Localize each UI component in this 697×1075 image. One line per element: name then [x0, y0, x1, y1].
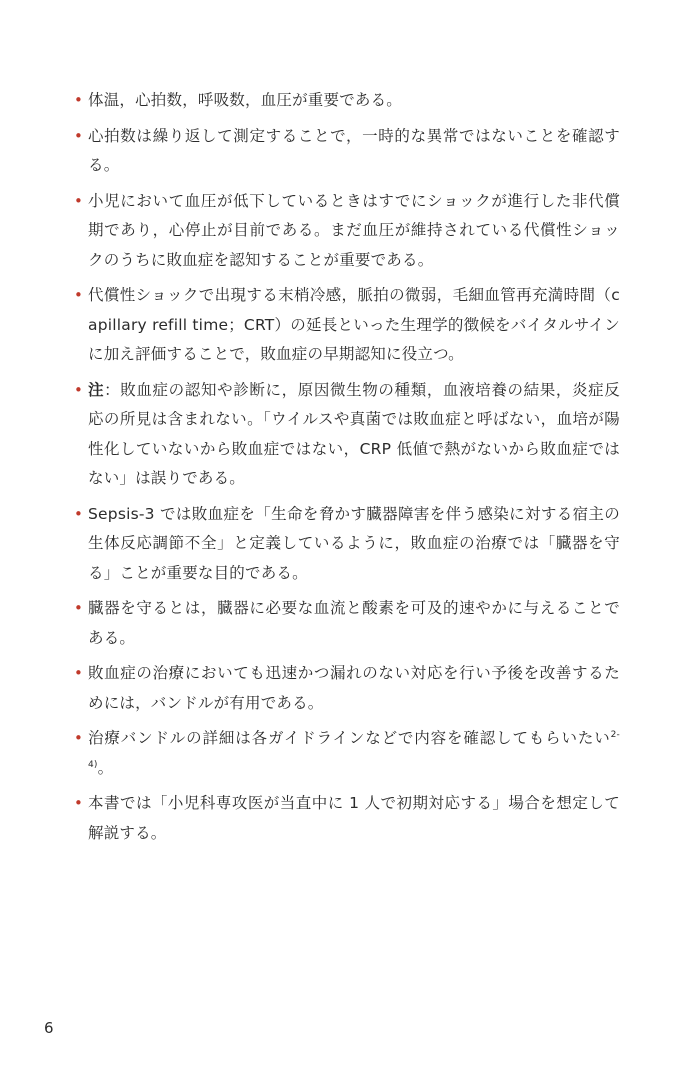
list-item-note [72, 376, 620, 494]
list-item [72, 187, 620, 276]
list-item [72, 659, 620, 718]
list-item-text: Sepsis-3 では敗血症を「生命を脅かす臓器障害を伴う感染に対する宿主の生体反応調節不全」と定義しているように，敗血症の治療では「臓器を守る」ことが重要な目的である。 [88, 504, 620, 582]
list-item-tail: 。 [97, 758, 114, 777]
bullet-dot-icon: • [74, 729, 84, 747]
bullet-dot-icon: • [74, 91, 84, 109]
bullet-list [72, 86, 620, 854]
bullet-dot-icon: • [74, 286, 84, 304]
list-item [72, 789, 620, 848]
list-item-text: 本書では「小児科専攻医が当直中に 1 人で初期対応する」場合を想定して解説する。 [88, 794, 620, 842]
bullet-dot-icon: • [74, 380, 84, 399]
bullet-dot-icon: • [74, 126, 84, 145]
page-number: 6 [44, 1019, 54, 1037]
list-item [72, 500, 620, 589]
list-item [72, 122, 620, 181]
list-item-text: 敗血症の治療においても迅速かつ漏れのない対応を行い予後を改善するためには，バンドルが有用である。 [88, 664, 620, 712]
bullet-dot-icon: • [74, 664, 84, 682]
list-item-text: 心拍数は繰り返して測定することで，一時的な異常ではないことを確認する。 [88, 126, 620, 174]
list-item-text: 小児において血圧が低下しているときはすでにショックが進行した非代償期であり，心停止が目前である。まだ血圧が維持されている代償性ショックのうちに敗血症を認知することが重要である。 [88, 191, 620, 269]
bullet-dot-icon: • [74, 504, 84, 523]
bullet-dot-icon: • [74, 794, 84, 812]
list-item-text: 臓器を守るとは，臓器に必要な血流と酸素を可及的速やかに与えることである。 [88, 599, 620, 647]
list-item [72, 281, 620, 370]
list-item-text: 代償性ショックで出現する末梢冷感，脈拍の微弱，毛細血管再充満時間（capillary refill time；CRT）の延長といった生理学的徴候をバイタルサインに加え評価することで，敗血症の早期認知に役立つ。 [88, 286, 620, 363]
list-item [72, 86, 620, 116]
reference-superscript: 2-4) [88, 730, 620, 770]
list-item-text: 治療バンドルの詳細は各ガイドラインなどで内容を確認してもらいたい [88, 729, 611, 747]
list-item-text: ：敗血症の認知や診断に，原因微生物の種類，血液培養の結果，炎症反応の所見は含まれない。「ウイルスや真菌では敗血症と呼ばない，血培が陽性化していないから敗血症ではない，CRP 低値で熱がないから敗血症ではない」は誤りである。 [88, 380, 620, 487]
note-label: 注 [88, 380, 105, 399]
bullet-dot-icon: • [74, 599, 84, 617]
list-item [72, 724, 620, 783]
bullet-dot-icon: • [74, 191, 84, 210]
list-item-text: 体温，心拍数，呼吸数，血圧が重要である。 [88, 91, 403, 109]
list-item [72, 594, 620, 653]
